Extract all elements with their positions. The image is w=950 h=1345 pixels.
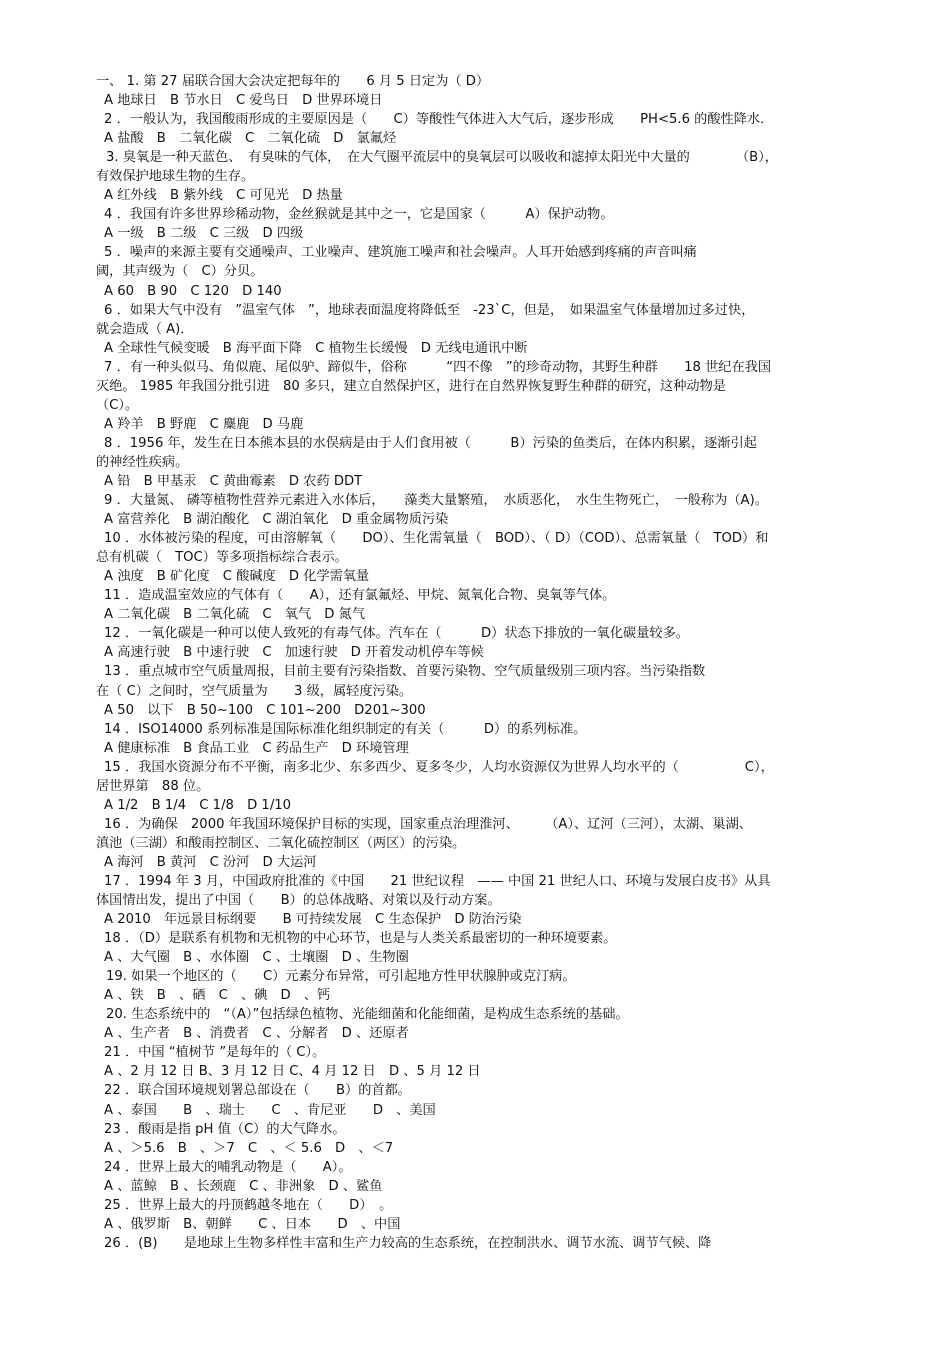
text-line: A 、2 月 12 日 B、3 月 12 日 C、4 月 12 日 D 、5 月 12 日 — [104, 1064, 481, 1080]
text-line: 25 ．世界上最大的丹顶鹤越冬地在（ D） 。 — [104, 1197, 393, 1213]
text-line: A 健康标准 B 食品工业 C 药品生产 D 环境管理 — [104, 740, 409, 756]
text-line: A 铅 B 甲基汞 C 黄曲霉素 D 农药 DDT — [104, 473, 363, 489]
text-line: A 、泰国 B 、瑞士 C 、肯尼亚 D 、美国 — [104, 1102, 436, 1118]
text-line: A 、＞5.6 B 、＞7 C 、＜ 5.6 D 、＜7 — [104, 1140, 394, 1156]
text-line: A 全球性气候变暖 B 海平面下降 C 植物生长缓慢 D 无线电通讯中断 — [104, 340, 528, 356]
text-line: 总有机碳（ TOC）等多项指标综合表示。 — [96, 550, 348, 566]
text-line: 9 ．大量氮、 磷等植物性营养元素进入水体后， 藻类大量繁殖， 水质恶化， 水生生物死亡， 一般称为（A)。 — [104, 493, 768, 509]
text-line: 15 ．我国水资源分布不平衡，南多北少、东多西少、夏多冬少，人均水资源仅为世界人均水平的（ C）， — [104, 759, 774, 775]
text-line: A 2010 年远景目标纲要 B 可持续发展 C 生态保护 D 防治污染 — [104, 912, 522, 928]
text-line: 10 ．水体被污染的程度，可由溶解氧（ DO）、生化需氧量（ BOD）、（ D）（COD）、总需氧量（ TOD）和 — [104, 531, 769, 547]
text-line: A 50 以下 B 50~100 C 101~200 D201~300 — [104, 702, 426, 718]
text-line: 居世界第 88 位。 — [96, 778, 210, 794]
text-line: A 、蓝鲸 B 、长颈鹿 C 、非洲象 D 、鲨鱼 — [104, 1178, 383, 1194]
text-line: 8 ．1956 年，发生在日本熊本县的水俣病是由于人们食用被（ B）污染的鱼类后，在体内积累，逐渐引起 — [104, 435, 757, 451]
text-line: 有效保护地球生物的生存。 — [96, 169, 255, 185]
text-line: 6 ．如果大气中没有 ”温室气体 ”，地球表面温度将降低至 -23`C，但是， 如果温室气体量增加过多过快， — [104, 302, 755, 318]
text-line: 11 ．造成温室效应的气体有（ A），还有氯氟烃、甲烷、氮氧化合物、臭氧等气体。 — [104, 588, 616, 604]
text-line: 14 ．ISO14000 系列标准是国际标准化组织制定的有关（ D）的系列标准。 — [104, 721, 587, 737]
text-line: A 高速行驶 B 中速行驶 C 加速行驶 D 开着发动机停车等候 — [104, 645, 484, 661]
text-line: A 海河 B 黄河 C 汾河 D 大运河 — [104, 854, 317, 870]
text-line: A 富营养化 B 湖泊酸化 C 湖泊氧化 D 重金属物质污染 — [104, 512, 449, 528]
text-line: A 红外线 B 紫外线 C 可见光 D 热量 — [104, 188, 343, 204]
text-line: 4 ．我国有许多世界珍稀动物，金丝猴就是其中之一，它是国家（ A）保护动物。 — [104, 207, 614, 223]
text-line: 5 ．噪声的来源主要有交通噪声、工业噪声、建筑施工噪声和社会噪声。人耳开始感到疼痛的声音叫痛 — [104, 245, 697, 261]
text-line: A 、大气圈 B 、水体圈 C 、土壤圈 D 、生物圈 — [104, 950, 409, 966]
text-line: 21 ．中国 “植树节 ”是每年的（ C）。 — [104, 1045, 326, 1061]
text-line: A 地球日 B 节水日 C 爱鸟日 D 世界环境日 — [104, 93, 383, 109]
text-line: 13 ．重点城市空气质量周报，目前主要有污染指数、首要污染物、空气质量级别三项内容。当污染指数 — [104, 664, 706, 680]
text-line: 灭绝。 1985 年我国分批引进 80 多只，建立自然保护区，进行在自然界恢复野生种群的研究，这种动物是 — [96, 378, 726, 394]
text-line: 23 ．酸雨是指 pH 值（C）的大气降水。 — [104, 1121, 346, 1137]
text-line: 的神经性疾病。 — [96, 454, 189, 470]
text-line: A 、生产者 B 、消费者 C 、分解者 D 、还原者 — [104, 1026, 409, 1042]
text-line: 26 ．(B) 是地球上生物多样性丰富和生产力较高的生态系统，在控制洪水、调节水流、调节气候、降 — [104, 1235, 712, 1251]
text-line: 滇池（三湖）和酸雨控制区、二氧化硫控制区（两区）的污染。 — [96, 835, 466, 851]
text-line: 19. 如果一个地区的（ C）元素分布异常，可引起地方性甲状腺肿或克汀病。 — [106, 969, 576, 985]
text-line: 就会造成（ A)． — [96, 321, 194, 337]
text-line: A 60 B 90 C 120 D 140 — [104, 283, 282, 299]
text-line: A 二氧化碳 B 二氧化硫 C 氧气 D 氮气 — [104, 607, 366, 623]
text-line: 体国情出发，提出了中国（ B）的总体战略、对策以及行动方案。 — [96, 893, 501, 909]
document-body — [96, 72, 876, 1253]
text-line: （C）。 — [96, 397, 139, 413]
text-line: 7 ．有一种头似马、角似鹿、尾似驴、蹄似牛，俗称 “四不像 ”的珍奇动物，其野生种群 18 世纪在我国 — [104, 359, 772, 375]
text-line: 2 ．一般认为，我国酸雨形成的主要原因是（ C）等酸性气体进入大气后，逐步形成 PH<5.6 的酸性降水． — [104, 112, 774, 128]
text-line: 一、 1. 第 27 届联合国大会决定把每年的 6 月 5 日定为（ D） — [96, 74, 490, 89]
text-line: A 、铁 B 、硒 C 、碘 D 、钙 — [104, 988, 331, 1004]
text-line: A 一级 B 二级 C 三级 D 四级 — [104, 226, 304, 242]
text-line: A 、俄罗斯 B、朝鲜 C 、日本 D 、中国 — [104, 1216, 401, 1232]
text-line: 12 ．一氧化碳是一种可以使人致死的有毒气体。汽车在（ D）状态下排放的一氧化碳量较多。 — [104, 626, 689, 642]
text-line: A 盐酸 B 二氧化碳 C 二氧化硫 D 氯氟烃 — [104, 131, 397, 147]
text-line: 22 ．联合国环境规划署总部设在（ B）的首都。 — [104, 1083, 411, 1099]
text-line: 20. 生态系统中的 “（A）”包括绿色植物、光能细菌和化能细菌，是构成生态系统的基础。 — [106, 1007, 629, 1023]
text-line: 24 ．世界上最大的哺乳动物是（ A）。 — [104, 1159, 352, 1175]
text-line: A 浊度 B 矿化度 C 酸碱度 D 化学需氧量 — [104, 569, 370, 585]
text-line: 阈，其声级为（ C）分贝。 — [96, 264, 264, 280]
text-line: 16 ．为确保 2000 年我国环境保护目标的实现，国家重点治理淮河、 （A）、辽河（三河），太湖、巢湖、 — [104, 816, 752, 832]
text-line: 3. 臭氧是一种天蓝色、 有臭味的气体， 在大气圈平流层中的臭氧层可以吸收和滤掉太阳光中大量的 （B）， — [106, 150, 778, 166]
text-line: 在（ C）之间时，空气质量为 3 级，属轻度污染。 — [96, 683, 413, 699]
text-line: A 羚羊 B 野鹿 C 麋鹿 D 马鹿 — [104, 416, 304, 432]
text-line: A 1/2 B 1/4 C 1/8 D 1/10 — [104, 797, 292, 813]
text-line: 17 ．1994 年 3 月，中国政府批准的《中国 21 世纪议程 —— 中国 21 世纪人口、环境与发展白皮书》从具 — [104, 873, 771, 889]
text-line: 18 ．（D）是联系有机物和无机物的中心环节，也是与人类关系最密切的一种环境要素。 — [104, 931, 617, 947]
